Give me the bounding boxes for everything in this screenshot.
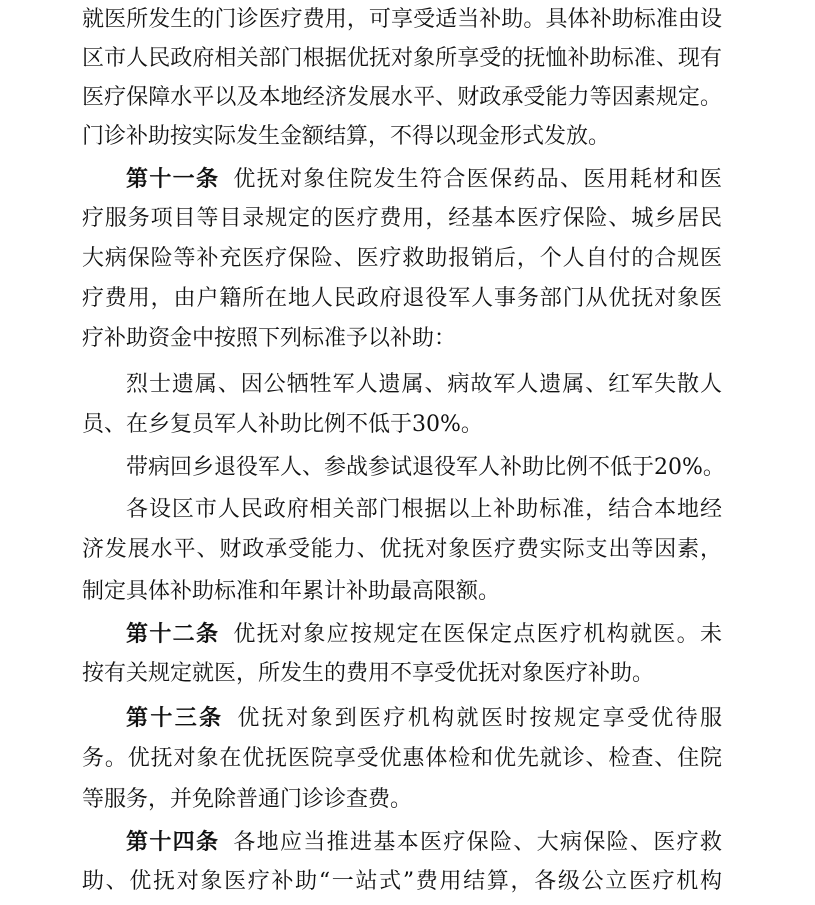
text-line: 济发展水平、财政承受能力、优抚对象医疗费实际支出等因素， bbox=[82, 537, 722, 562]
article-14-line bbox=[126, 822, 722, 862]
text-line: 等服务，并免除普通门诊诊查费。 bbox=[82, 787, 413, 812]
text-line: 优抚对象应按规定在医保定点医疗机构就医。未 bbox=[233, 622, 722, 647]
text-line: 员、在乡复员军人补助比例不低于30%。 bbox=[82, 412, 483, 437]
article-12-line bbox=[126, 614, 722, 654]
text-line: 烈士遗属、因公牺牲军人遗属、病故军人遗属、红军失散人 bbox=[126, 372, 722, 397]
text-line: 带病回乡退役军人、参战参试退役军人补助比例不低于20%。 bbox=[126, 455, 725, 480]
text-line: 各设区市人民政府相关部门根据以上补助标准，结合本地经 bbox=[126, 497, 722, 522]
text-line: 疗补助资金中按照下列标准予以补助： bbox=[82, 326, 457, 351]
text-line: 医疗保障水平以及本地经济发展水平、财政承受能力等因素规定。 bbox=[82, 85, 722, 110]
text-line: 务。优抚对象在优抚医院享受优惠体检和优先就诊、检查、住院 bbox=[82, 746, 722, 771]
article-heading: 第十三条 bbox=[126, 705, 224, 731]
text-line: 就医所发生的门诊医疗费用，可享受适当补助。具体补助标准由设 bbox=[82, 7, 722, 32]
text-line: 制定具体补助标准和年累计补助最高限额。 bbox=[82, 579, 501, 604]
text-line: 助、优抚对象医疗补助“一站式”费用结算，各级公立医疗机构 bbox=[82, 869, 722, 894]
article-heading: 第十四条 bbox=[126, 829, 220, 855]
article-13-line bbox=[126, 698, 722, 738]
article-heading: 第十二条 bbox=[126, 621, 220, 647]
text-line: 疗服务项目等目录规定的医疗费用，经基本医疗保险、城乡居民 bbox=[82, 206, 722, 231]
article-11-line bbox=[126, 159, 722, 199]
text-line: 各地应当推进基本医疗保险、大病保险、医疗救 bbox=[233, 830, 722, 855]
text-line: 优抚对象住院发生符合医保药品、医用耗材和医 bbox=[233, 167, 722, 192]
text-line: 门诊补助按实际发生金额结算，不得以现金形式发放。 bbox=[82, 124, 611, 149]
text-line: 区市人民政府相关部门根据优抚对象所享受的抚恤补助标准、现有 bbox=[82, 46, 722, 71]
text-line: 按有关规定就医，所发生的费用不享受优抚对象医疗补助。 bbox=[82, 661, 655, 686]
text-line: 大病保险等补充医疗保险、医疗救助报销后，个人自付的合规医 bbox=[82, 246, 722, 271]
text-line: 优抚对象到医疗机构就医时按规定享受优待服 bbox=[237, 706, 722, 731]
text-line: 疗费用，由户籍所在地人民政府退役军人事务部门从优抚对象医 bbox=[82, 286, 722, 311]
article-heading: 第十一条 bbox=[126, 166, 220, 192]
